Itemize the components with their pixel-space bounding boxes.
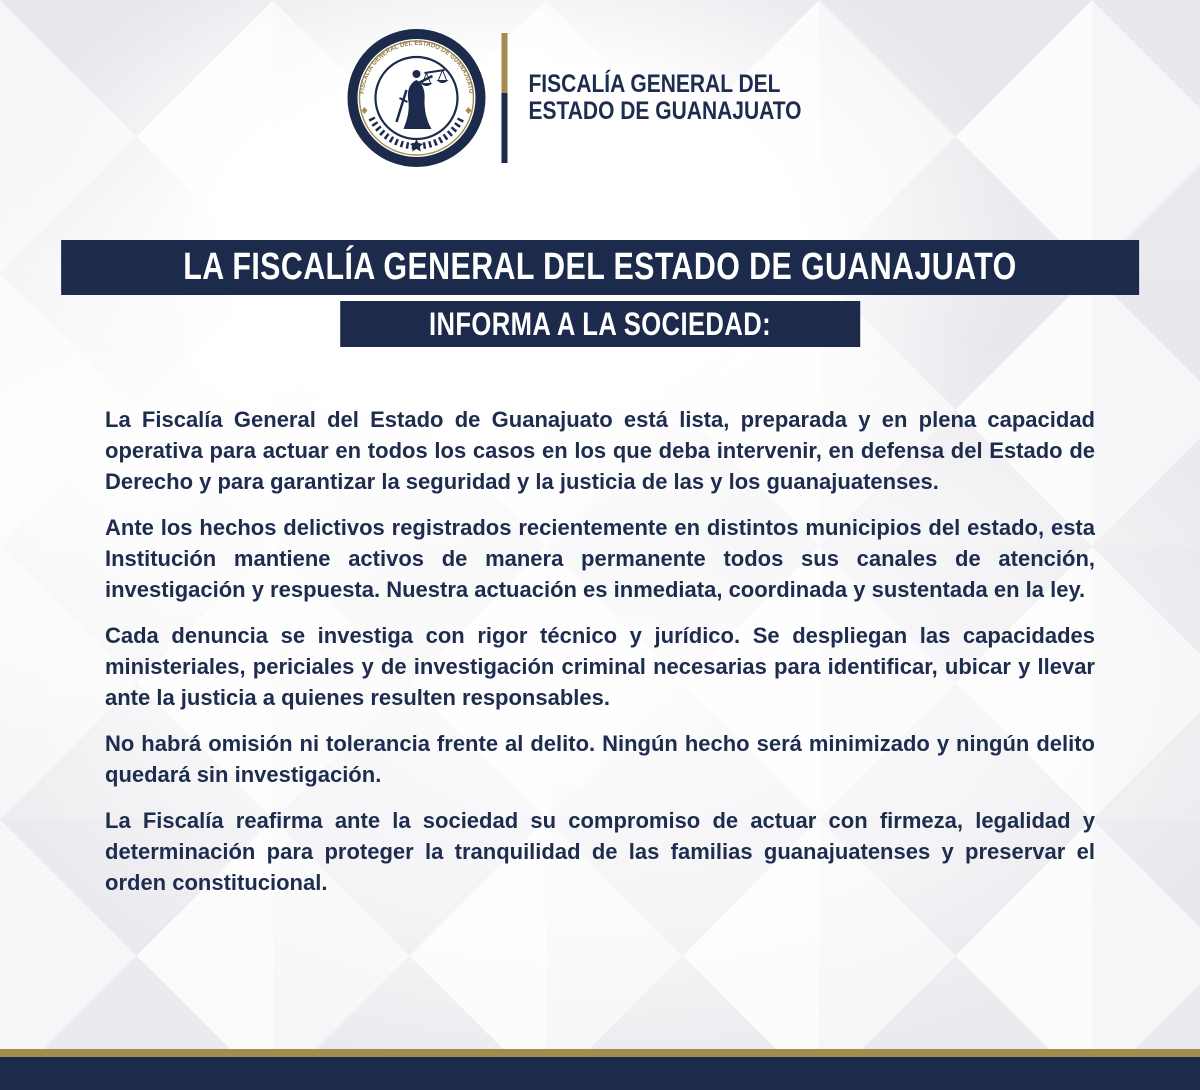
- announcement-banner-secondary: [340, 301, 860, 347]
- seal-arc-text: FISCALÍA GENERAL DEL ESTADO DE GUANAJUATO: [358, 39, 475, 95]
- statement-paragraph-3: Cada denuncia se investiga con rigor técnico y jurídico. Se despliegan las capacidades ministeriales, periciales y de investigación criminal necesarias para identificar, ubicar y llevar ante la justicia a quienes resulten responsables.: [105, 623, 1095, 710]
- banner-secondary-label: INFORMA A LA SOCIEDAD:: [428, 305, 772, 342]
- statement-paragraph-4: No habrá omisión ni tolerancia frente al delito. Ningún hecho será minimizado y ningún delito quedará sin investigación.: [105, 731, 1095, 787]
- footer-navy-band: [0, 1057, 1200, 1090]
- wordmark-line-1: FISCALÍA GENERAL DEL: [528, 70, 781, 98]
- footer-gold-stripe: [0, 1049, 1200, 1057]
- statement-paragraph-1: La Fiscalía General del Estado de Guanajuato está lista, preparada y en plena capacidad operativa para actuar en todos los casos en los que deba intervenir, en defensa del Estado de Derecho y para garantizar la seguridad y la justicia de las y los guanajuatenses.: [105, 407, 1095, 494]
- brand-wordmark: [528, 71, 801, 125]
- statement-body: [105, 404, 1095, 898]
- wordmark-line-2: ESTADO DE GUANAJUATO: [528, 97, 802, 125]
- statement-paragraph-2: Ante los hechos delictivos registrados recientemente en distintos municipios del estado, esta Institución mantiene activos de manera permanente todos sus canales de atención, investigación y respuesta. Nuestra actuación es inmediata, coordinada y sustentada en la ley.: [105, 515, 1095, 602]
- banner-primary-label: LA FISCALÍA GENERAL DEL ESTADO DE GUANAJUATO: [183, 246, 1017, 288]
- announcement-banner-primary: [61, 240, 1139, 295]
- statement-paragraph-5: La Fiscalía reafirma ante la sociedad su compromiso de actuar con firmeza, legalidad y determinación para proteger la tranquilidad de las familias guanajuatenses y preservar el orden constitucional.: [105, 808, 1095, 895]
- fiscalia-seal-logo: [346, 28, 486, 168]
- brand-divider: [501, 33, 507, 163]
- brand-header: [346, 28, 853, 168]
